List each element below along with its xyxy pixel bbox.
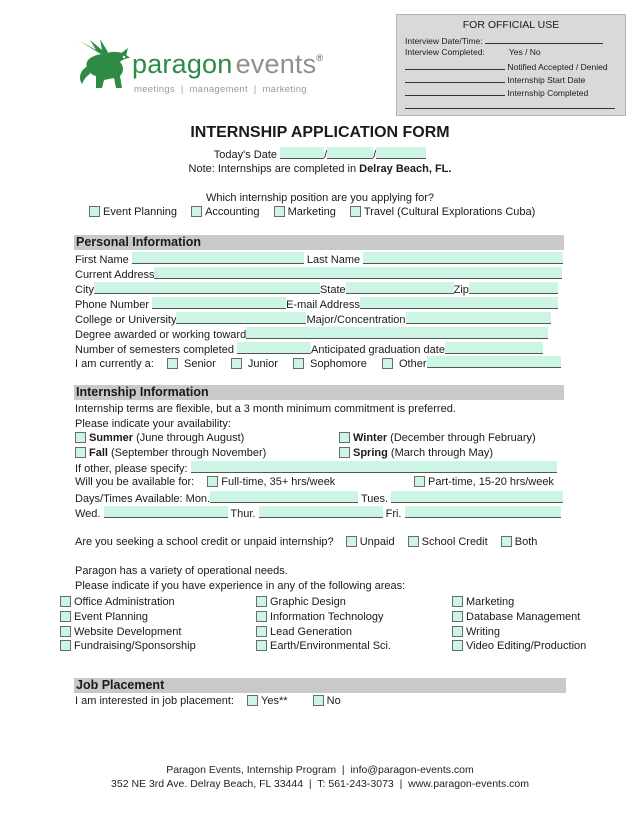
area-writing[interactable]: Writing [452, 625, 586, 640]
checkbox[interactable] [256, 611, 267, 622]
wed-field[interactable] [104, 506, 228, 518]
checkbox[interactable] [339, 447, 350, 458]
footer-line-2: 352 NE 3rd Ave. Delray Beach, FL 33444 | T: 561-243-3073 | www.paragon-events.com [111, 778, 529, 790]
brand-wordmark [132, 49, 323, 80]
official-use-box [396, 14, 626, 116]
area-marketing[interactable]: Marketing [452, 595, 586, 610]
areas-column-3 [452, 595, 586, 654]
location-note [0, 163, 640, 175]
area-graphic-design[interactable]: Graphic Design [256, 595, 391, 610]
areas-column-2 [256, 595, 391, 654]
year-other[interactable]: Other [382, 358, 427, 370]
checkbox[interactable] [339, 432, 350, 443]
areas-column-1 [60, 595, 196, 654]
area-information-technology[interactable]: Information Technology [256, 610, 391, 625]
fri-field[interactable] [405, 506, 561, 518]
name-row: First Name Last Name [75, 252, 563, 267]
brand-tagline: meetings | management | marketing [134, 84, 307, 95]
griffin-logo-icon [74, 36, 134, 92]
checkbox[interactable] [207, 476, 218, 487]
placement-yes[interactable]: Yes** [247, 695, 288, 707]
other-year-field[interactable] [427, 356, 561, 368]
major-field[interactable] [406, 312, 551, 324]
official-start-date: Internship Start Date [405, 73, 585, 85]
todays-date-row [0, 147, 640, 161]
year-sophomore[interactable]: Sophomore [293, 358, 367, 370]
checkbox[interactable] [60, 611, 71, 622]
official-completed: Internship Completed [405, 86, 588, 98]
full-time-option[interactable]: Full-time, 35+ hrs/week [207, 476, 335, 488]
area-video-editing[interactable]: Video Editing/Production [452, 639, 586, 654]
checkbox[interactable] [75, 447, 86, 458]
season-fall[interactable]: Fall (September through November) [75, 447, 266, 460]
brand-word-events: events [235, 49, 317, 79]
degree-row: Degree awarded or working toward [75, 327, 548, 342]
checkbox[interactable] [346, 536, 357, 547]
date-sep: / [324, 149, 328, 161]
college-row: College or University Major/Concentration [75, 312, 551, 327]
mon-field[interactable] [210, 491, 358, 503]
semesters-field[interactable] [237, 342, 311, 354]
season-winter[interactable]: Winter (December through February) [339, 432, 536, 445]
graduation-field[interactable] [445, 342, 543, 354]
area-office-administration[interactable]: Office Administration [60, 595, 196, 610]
currently-row: I am currently a: Senior Junior Sophomore Other [75, 356, 561, 371]
availability-prompt: Please indicate your availability: [75, 418, 231, 430]
semesters-row: Number of semesters completed Anticipated graduation date [75, 342, 543, 357]
area-fundraising[interactable]: Fundraising/Sponsorship [60, 639, 196, 654]
checkbox[interactable] [350, 206, 361, 217]
address-row: Current Address [75, 267, 562, 282]
checkbox[interactable] [408, 536, 419, 547]
area-website-development[interactable]: Website Development [60, 625, 196, 640]
credit-both[interactable]: Both [501, 536, 538, 548]
last-name-field[interactable] [363, 252, 563, 264]
checkbox[interactable] [452, 640, 463, 651]
position-options [89, 206, 535, 218]
location-note-text: Note: Internships are completed in [188, 163, 360, 175]
area-lead-generation[interactable]: Lead Generation [256, 625, 391, 640]
area-database-management[interactable]: Database Management [452, 610, 586, 625]
checkbox[interactable] [501, 536, 512, 547]
credit-school[interactable]: School Credit [408, 536, 488, 548]
phone-row: Phone Number E-mail Address [75, 297, 558, 312]
checkbox[interactable] [89, 206, 100, 217]
checkbox[interactable] [382, 358, 393, 369]
college-field[interactable] [176, 312, 306, 324]
checkbox[interactable] [60, 626, 71, 637]
checkbox[interactable] [452, 596, 463, 607]
checkbox[interactable] [167, 358, 178, 369]
checkbox[interactable] [256, 596, 267, 607]
checkbox[interactable] [414, 476, 425, 487]
tues-field[interactable] [391, 491, 563, 503]
checkbox[interactable] [60, 640, 71, 651]
date-day-field[interactable] [327, 147, 373, 159]
address-field[interactable] [154, 267, 562, 279]
city-field[interactable] [94, 282, 320, 294]
position-question: Which internship position are you applying for? [205, 192, 435, 204]
email-field[interactable] [360, 297, 558, 309]
location-note-city: Delray Beach, FL. [359, 163, 452, 175]
part-time-option[interactable]: Part-time, 15-20 hrs/week [414, 476, 554, 489]
city-row: City State Zip [75, 282, 558, 297]
position-option-marketing[interactable]: Marketing [274, 206, 336, 218]
checkbox[interactable] [191, 206, 202, 217]
credit-unpaid[interactable]: Unpaid [346, 536, 395, 548]
other-row: If other, please specify: [75, 461, 557, 476]
checkbox[interactable] [452, 611, 463, 622]
available-for-row: Will you be available for: Full-time, 35+ hrs/week [75, 476, 336, 488]
official-use-title: FOR OFFICIAL USE [462, 19, 560, 31]
internship-info-heading: Internship Information [74, 385, 564, 400]
checkbox[interactable] [274, 206, 285, 217]
date-year-field[interactable] [376, 147, 426, 159]
official-interview-date: Interview Date/Time: [405, 34, 603, 46]
position-option-event-planning[interactable]: Event Planning [89, 206, 177, 218]
needs-text: Paragon has a variety of operational needs. [75, 565, 288, 577]
brand-word-paragon: paragon [132, 49, 233, 79]
area-event-planning[interactable]: Event Planning [60, 610, 196, 625]
days-row-2: Wed. Thur. Fri. [75, 506, 561, 521]
experience-prompt: Please indicate if you have experience in any of the following areas: [75, 580, 406, 592]
position-option-accounting[interactable]: Accounting [191, 206, 259, 218]
registered-mark: ® [316, 53, 323, 63]
year-senior[interactable]: Senior [167, 358, 216, 370]
checkbox[interactable] [231, 358, 242, 369]
other-specify-field[interactable] [191, 461, 557, 473]
credit-row: Are you seeking a school credit or unpaid internship? Unpaid School Credit Both [75, 536, 538, 548]
days-row-1: Days/Times Available: Mon. Tues. [75, 491, 563, 506]
placement-row: I am interested in job placement: Yes** No [75, 695, 341, 707]
checkbox[interactable] [60, 596, 71, 607]
checkbox[interactable] [293, 358, 304, 369]
checkbox[interactable] [75, 432, 86, 443]
year-junior[interactable]: Junior [231, 358, 278, 370]
todays-date-label: Today's Date [213, 149, 278, 161]
degree-field[interactable] [246, 327, 548, 339]
phone-field[interactable] [152, 297, 286, 309]
official-notified: Notified Accepted / Denied [405, 60, 608, 72]
first-name-field[interactable] [132, 252, 304, 264]
checkbox[interactable] [256, 640, 267, 651]
state-field[interactable] [346, 282, 454, 294]
checkbox[interactable] [247, 695, 258, 706]
season-summer[interactable]: Summer (June through August) [75, 432, 244, 445]
form-title: INTERNSHIP APPLICATION FORM [190, 124, 450, 141]
position-option-travel[interactable]: Travel (Cultural Explorations Cuba) [350, 206, 535, 218]
checkbox[interactable] [256, 626, 267, 637]
job-placement-heading: Job Placement [74, 678, 566, 693]
date-month-field[interactable] [280, 147, 324, 159]
zip-field[interactable] [469, 282, 558, 294]
thur-field[interactable] [259, 506, 383, 518]
footer-line-1: Paragon Events, Internship Program | info@paragon-events.com [166, 764, 474, 776]
checkbox[interactable] [313, 695, 324, 706]
official-blank-line [405, 99, 615, 111]
area-earth-environmental[interactable]: Earth/Environmental Sci. [256, 639, 391, 654]
checkbox[interactable] [452, 626, 463, 637]
season-spring[interactable]: Spring (March through May) [339, 447, 493, 460]
personal-info-heading: Personal Information [74, 235, 564, 250]
placement-no[interactable]: No [313, 695, 341, 707]
official-interview-completed: Interview Completed: Yes / No [405, 47, 541, 57]
terms-text: Internship terms are flexible, but a 3 month minimum commitment is preferred. [75, 403, 456, 415]
date-sep: / [373, 149, 377, 161]
